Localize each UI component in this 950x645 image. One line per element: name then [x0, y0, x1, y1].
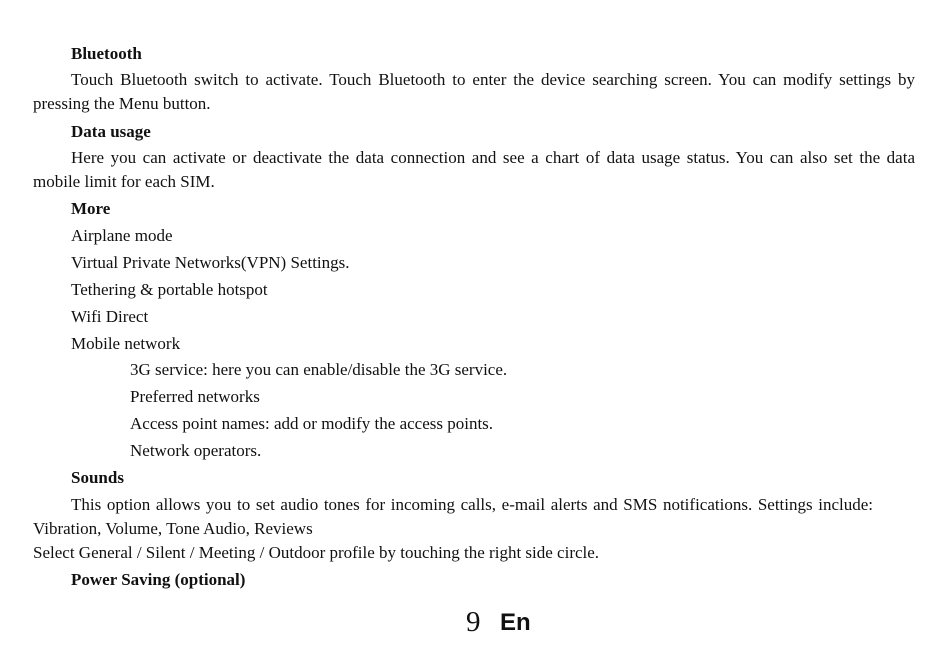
sub-item-preferred-networks: Preferred networks — [130, 387, 260, 406]
sounds-body: This option allows you to set audio tones for incoming calls, e-mail alerts and SMS notifications. Settings include: Vibration, Volume, Tone Audio, Reviews — [33, 495, 873, 538]
bluetooth-heading: Bluetooth — [71, 44, 142, 63]
sounds-heading: Sounds — [71, 468, 124, 487]
page-footer — [0, 602, 950, 642]
sub-item-3g-service: 3G service: here you can enable/disable the 3G service. — [130, 360, 508, 379]
sounds-profile-text: Select General / Silent / Meeting / Outdoor profile by touching the right side circle. — [33, 543, 600, 562]
list-item-airplane-mode: Airplane mode — [71, 226, 173, 245]
list-item-mobile-network: Mobile network — [71, 334, 181, 353]
page-number: 9 — [466, 606, 481, 638]
list-item-tethering: Tethering & portable hotspot — [71, 280, 268, 299]
list-item-wifi-direct: Wifi Direct — [71, 307, 149, 326]
bluetooth-paragraph — [33, 68, 915, 116]
more-heading: More — [71, 199, 111, 218]
bluetooth-body: Touch Bluetooth switch to activate. Touch Bluetooth to enter the device searching screen. You can modify settings by pressing the Menu button. — [33, 70, 915, 113]
sounds-paragraph — [33, 493, 873, 541]
data-usage-heading: Data usage — [71, 122, 151, 141]
sub-item-network-operators: Network operators. — [130, 441, 262, 460]
language-code: En — [500, 609, 531, 636]
power-saving-heading: Power Saving (optional) — [71, 570, 246, 589]
data-usage-paragraph — [33, 146, 915, 194]
data-usage-body: Here you can activate or deactivate the data connection and see a chart of data usage status. You can also set the data mobile limit for each SIM. — [33, 148, 915, 191]
sub-item-access-point-names: Access point names: add or modify the access points. — [130, 414, 494, 433]
list-item-vpn-settings: Virtual Private Networks(VPN) Settings. — [71, 253, 350, 272]
